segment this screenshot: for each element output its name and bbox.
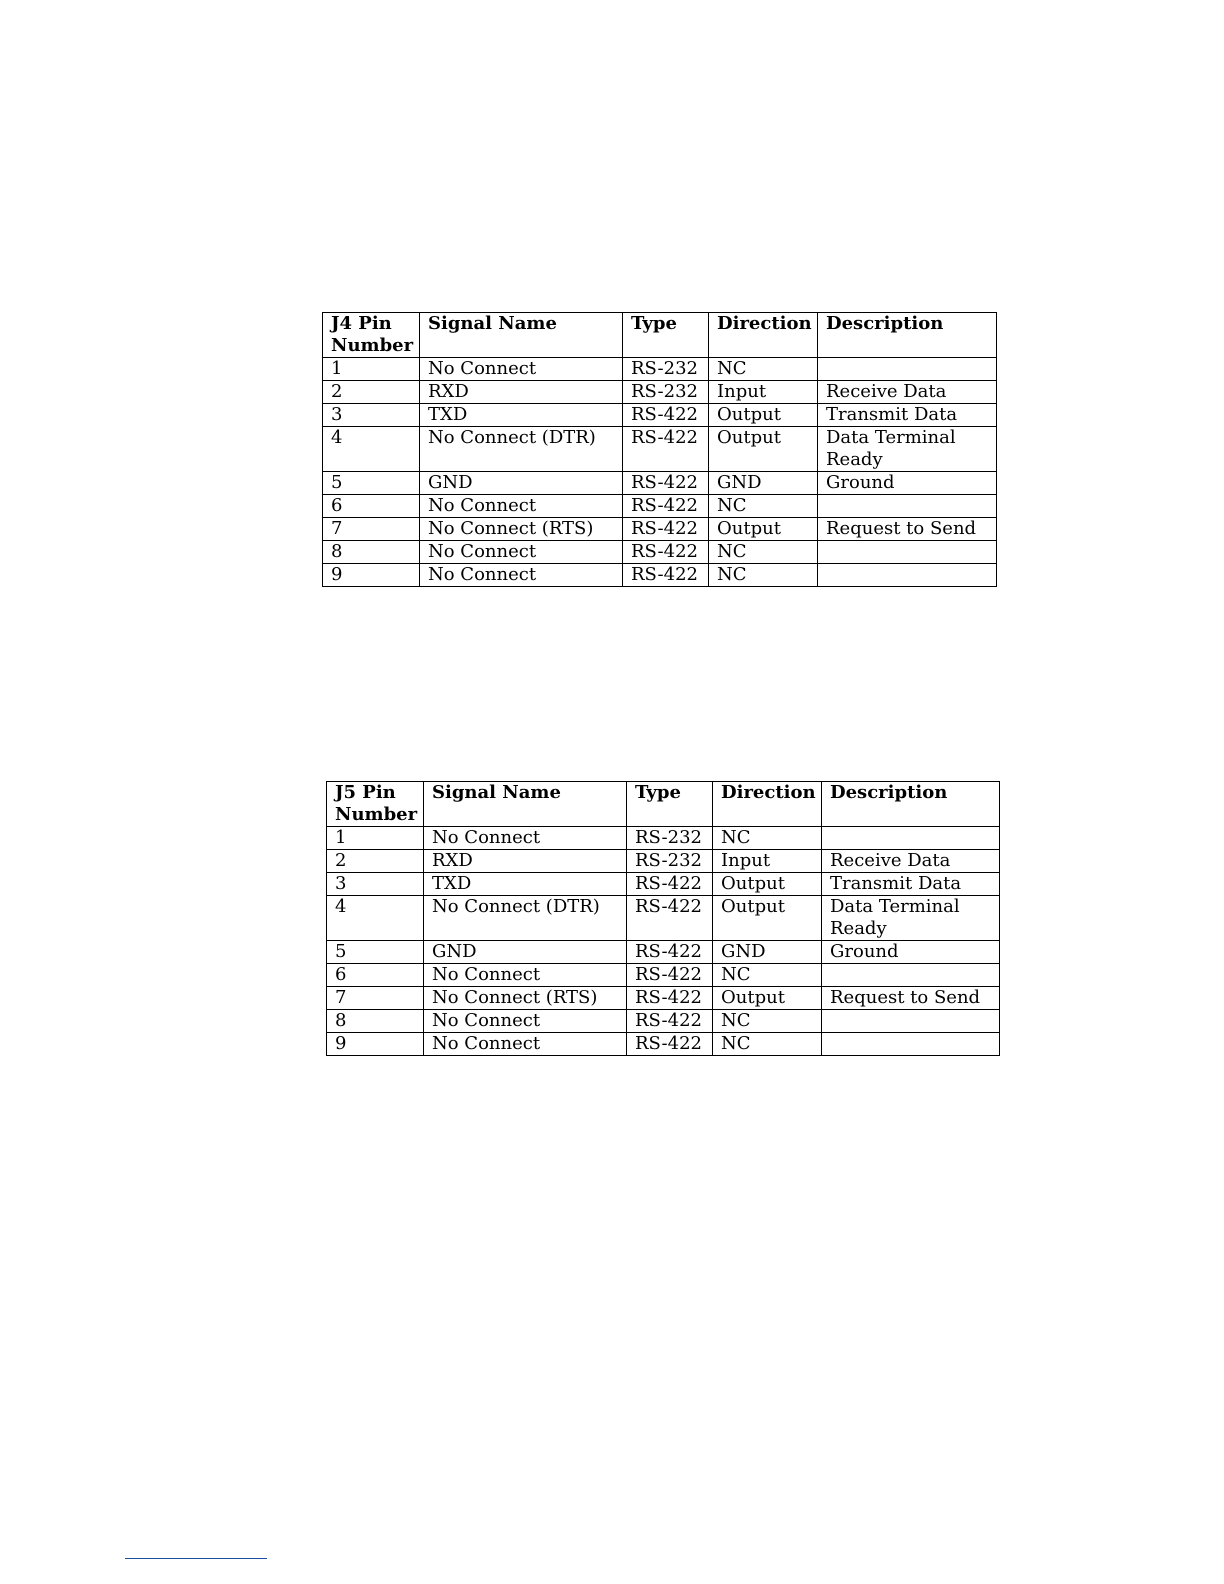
direction-cell: NC (713, 1010, 822, 1033)
pin-number-cell: 9 (327, 1033, 424, 1056)
table-row (323, 518, 997, 541)
column-header-description: Description (818, 313, 997, 358)
table-row (323, 427, 997, 472)
table-row (327, 850, 1000, 873)
direction-cell: NC (713, 964, 822, 987)
description-cell: Request to Send (822, 987, 1000, 1010)
direction-cell: Output (713, 896, 822, 941)
signal-name-cell: No Connect (RTS) (420, 518, 623, 541)
table-header-row (323, 313, 997, 358)
description-cell (822, 827, 1000, 850)
signal-name-cell: No Connect (424, 827, 627, 850)
pin-number-cell: 8 (323, 541, 420, 564)
signal-name-cell: TXD (420, 404, 623, 427)
direction-cell: Output (709, 427, 818, 472)
type-cell: RS-232 (627, 827, 713, 850)
signal-name-cell: No Connect (424, 1033, 627, 1056)
pin-number-cell: 6 (323, 495, 420, 518)
type-cell: RS-422 (623, 404, 709, 427)
signal-name-cell: RXD (424, 850, 627, 873)
direction-cell: NC (713, 827, 822, 850)
type-cell: RS-422 (623, 518, 709, 541)
pin-number-cell: 2 (323, 381, 420, 404)
description-cell (818, 541, 997, 564)
description-cell: Data Terminal Ready (818, 427, 997, 472)
column-header-signal-name: Signal Name (424, 782, 627, 827)
type-cell: RS-422 (623, 564, 709, 587)
signal-name-cell: No Connect (424, 964, 627, 987)
description-cell: Ground (818, 472, 997, 495)
type-cell: RS-232 (623, 381, 709, 404)
description-cell (822, 964, 1000, 987)
direction-cell: NC (709, 564, 818, 587)
table-row (327, 873, 1000, 896)
direction-cell: GND (713, 941, 822, 964)
type-cell: RS-422 (627, 1010, 713, 1033)
table-row (323, 495, 997, 518)
pin-number-cell: 3 (327, 873, 424, 896)
type-cell: RS-422 (627, 941, 713, 964)
description-cell: Request to Send (818, 518, 997, 541)
direction-cell: Output (709, 404, 818, 427)
table-row (327, 941, 1000, 964)
table-row (327, 987, 1000, 1010)
direction-cell: GND (709, 472, 818, 495)
type-cell: RS-422 (627, 896, 713, 941)
signal-name-cell: TXD (424, 873, 627, 896)
column-header-direction: Direction (713, 782, 822, 827)
pin-number-cell: 9 (323, 564, 420, 587)
direction-cell: NC (709, 358, 818, 381)
direction-cell: NC (709, 541, 818, 564)
description-cell (818, 564, 997, 587)
description-cell: Transmit Data (818, 404, 997, 427)
pin-number-cell: 5 (327, 941, 424, 964)
description-cell: Data Terminal Ready (822, 896, 1000, 941)
signal-name-cell: No Connect (DTR) (424, 896, 627, 941)
type-cell: RS-422 (623, 427, 709, 472)
pin-number-cell: 7 (323, 518, 420, 541)
signal-name-cell: No Connect (420, 495, 623, 518)
pin-number-cell: 4 (323, 427, 420, 472)
type-cell: RS-232 (627, 850, 713, 873)
direction-cell: Output (709, 518, 818, 541)
signal-name-cell: No Connect (RTS) (424, 987, 627, 1010)
pin-number-cell: 1 (323, 358, 420, 381)
direction-cell: Input (713, 850, 822, 873)
table-row (327, 964, 1000, 987)
pin-number-cell: 7 (327, 987, 424, 1010)
column-header-type: Type (623, 313, 709, 358)
table-row (323, 564, 997, 587)
type-cell: RS-232 (623, 358, 709, 381)
column-header-description: Description (822, 782, 1000, 827)
table-row (327, 827, 1000, 850)
signal-name-cell: No Connect (DTR) (420, 427, 623, 472)
column-header-pin-number: J4 Pin Number (323, 313, 420, 358)
type-cell: RS-422 (627, 964, 713, 987)
description-cell (818, 358, 997, 381)
description-cell (822, 1010, 1000, 1033)
description-cell: Transmit Data (822, 873, 1000, 896)
type-cell: RS-422 (627, 1033, 713, 1056)
table-row (327, 1033, 1000, 1056)
table-row (323, 541, 997, 564)
description-cell (822, 1033, 1000, 1056)
table-row (323, 358, 997, 381)
footnote-separator (125, 1558, 267, 1559)
table-row (323, 472, 997, 495)
column-header-pin-number: J5 Pin Number (327, 782, 424, 827)
direction-cell: Input (709, 381, 818, 404)
direction-cell: Output (713, 873, 822, 896)
pin-number-cell: 5 (323, 472, 420, 495)
table-row (327, 896, 1000, 941)
direction-cell: Output (713, 987, 822, 1010)
type-cell: RS-422 (623, 495, 709, 518)
column-header-signal-name: Signal Name (420, 313, 623, 358)
type-cell: RS-422 (623, 472, 709, 495)
pin-number-cell: 8 (327, 1010, 424, 1033)
signal-name-cell: No Connect (424, 1010, 627, 1033)
table-row (323, 381, 997, 404)
signal-name-cell: No Connect (420, 358, 623, 381)
description-cell (818, 495, 997, 518)
column-header-direction: Direction (709, 313, 818, 358)
description-cell: Ground (822, 941, 1000, 964)
signal-name-cell: RXD (420, 381, 623, 404)
table-header-row (327, 782, 1000, 827)
direction-cell: NC (713, 1033, 822, 1056)
pin-number-cell: 3 (323, 404, 420, 427)
type-cell: RS-422 (623, 541, 709, 564)
pin-number-cell: 4 (327, 896, 424, 941)
column-header-type: Type (627, 782, 713, 827)
j4-pinout-table (322, 312, 997, 587)
j5-pinout-table (326, 781, 1000, 1056)
table-row (327, 1010, 1000, 1033)
signal-name-cell: No Connect (420, 541, 623, 564)
signal-name-cell: GND (424, 941, 627, 964)
direction-cell: NC (709, 495, 818, 518)
type-cell: RS-422 (627, 987, 713, 1010)
pin-number-cell: 2 (327, 850, 424, 873)
description-cell: Receive Data (818, 381, 997, 404)
signal-name-cell: GND (420, 472, 623, 495)
pin-number-cell: 1 (327, 827, 424, 850)
pin-number-cell: 6 (327, 964, 424, 987)
description-cell: Receive Data (822, 850, 1000, 873)
signal-name-cell: No Connect (420, 564, 623, 587)
table-row (323, 404, 997, 427)
type-cell: RS-422 (627, 873, 713, 896)
